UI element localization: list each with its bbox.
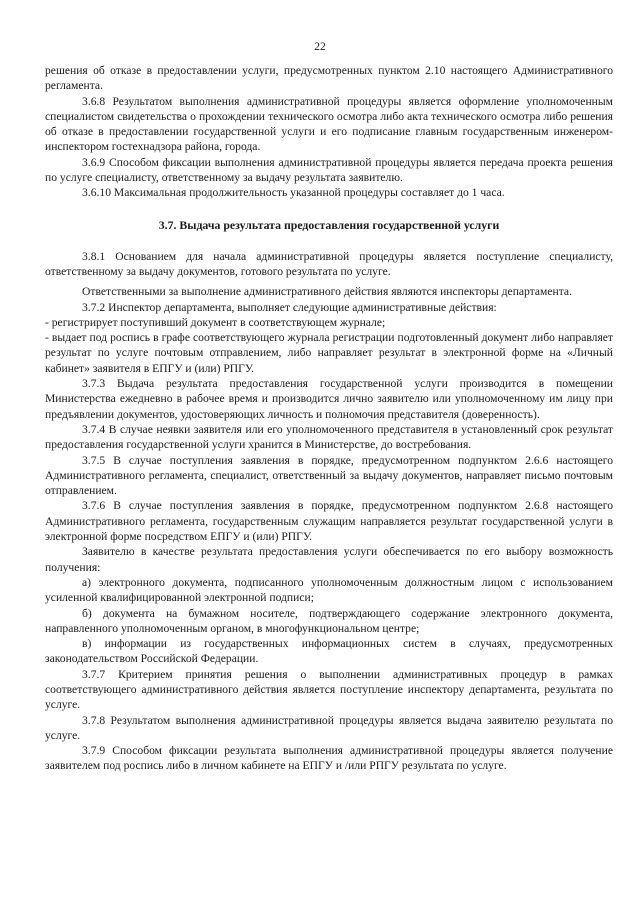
paragraph-3-8-1: 3.8.1 Основанием для начала административной процедуры является поступление специалисту, ответственному за выдачу документов, готового результата по услуге.: [45, 249, 613, 278]
paragraph-3-6-8: 3.6.8 Результатом выполнения административной процедуры является оформление уполномоченным специалистом свидетельства о прохождении технического осмотра либо акта технического осмотра либо решения об отказе в предоставлении государственной услуги и его подписание главным государственным инженером-инспектором гостехнадзора района, города.: [45, 94, 613, 154]
paragraph-3-6-10: 3.6.10 Максимальная продолжительность указанной процедуры составляет до 1 часа.: [82, 186, 505, 200]
paragraph-3-7-4: 3.7.4 В случае неявки заявителя или его уполномоченного представителя в установленный срок результат предоставления государственной услуги хранится в Министерстве, до востребования.: [45, 422, 613, 452]
paragraph-3-7-6: 3.7.6 В случае поступления заявления в порядке, предусмотренном подпунктом 2.6.8 настоящего Административного регламента, государственным служащим направляется результат государственной услуги в электронной форме посредством ЕПГУ и (или) РПГУ.: [45, 499, 613, 544]
list-item-issue: - выдает под роспись в графе соответствующего журнала регистрации подготовленный документ либо направляет результат по услуге почтовым отправлением, либо направляет результат в электронной форме на «Личный кабинет» заявителя в ЕПГУ и (или) РПГУ.: [45, 331, 613, 375]
page-number: 22: [314, 41, 326, 53]
list-item-a: а) электронного документа, подписанного уполномоченным должностным лицом с использованием усиленной квалифицированной электронной подписи;: [45, 575, 613, 605]
section-heading: 3.7. Выдача результата предоставления государственной услуги: [158, 217, 500, 232]
paragraph-3-7-3: 3.7.3 Выдача результата предоставления государственной услуги производится в помещении Министерства ежедневно в рабочее время и производится лично заявителю или уполномоченному им лицу при предъявлении документов, удостоверяющих личность и полномочия представителя (доверенность).: [45, 377, 613, 421]
document-body: [45, 63, 613, 774]
list-item-c: в) информации из государственных информационных систем в случаях, предусмотренных законодательством Российской Федерации.: [45, 637, 613, 666]
list-item-b: б) документа на бумажном носителе, подтверждающего содержание электронного документа, направленного уполномоченным органом, в многофункциональном центре;: [45, 606, 613, 635]
paragraph-result-options: Заявителю в качестве результата предоставления услуги обеспечивается по его выбору возможность получения:: [45, 545, 613, 574]
paragraph-3-7-2: 3.7.2 Инспектор департамента, выполняет следующие административные действия:: [82, 300, 497, 314]
paragraph-3-7-8: 3.7.8 Результатом выполнения административной процедуры является выдача заявителю результата по услуге.: [45, 713, 613, 742]
paragraph-3-7-7: 3.7.7 Критерием принятия решения о выполнении административных процедур в рамках соответствующего административного действия является поступление инспектору департамента, результата по услуге.: [45, 667, 613, 712]
list-item-register: - регистрирует поступивший документ в соответствующем журнале;: [45, 315, 386, 329]
paragraph-3-6-9: 3.6.9 Способом фиксации выполнения административной процедуры является передача проекта решения по услуге специалисту, ответственному за выдачу результата заявителю.: [45, 155, 613, 185]
paragraph-continuation: решения об отказе в предоставлении услуги, предусмотренных пунктом 2.10 настоящего Административного регламента.: [45, 64, 613, 93]
paragraph-3-7-5: 3.7.5 В случае поступления заявления в порядке, предусмотренном подпунктом 2.6.6 настоящего Административного регламента, специалист, ответственный за выдачу документов, направляет письмо почтовым отправлением.: [45, 453, 613, 498]
paragraph-3-7-9: 3.7.9 Способом фиксации результата выполнения административной процедуры является получение заявителем под роспись либо в личном кабинете на ЕПГУ и /или РПГУ результата по услуге.: [45, 744, 613, 773]
paragraph-responsible: Ответственными за выполнение административного действия являются инспекторы департамента.: [82, 285, 572, 299]
